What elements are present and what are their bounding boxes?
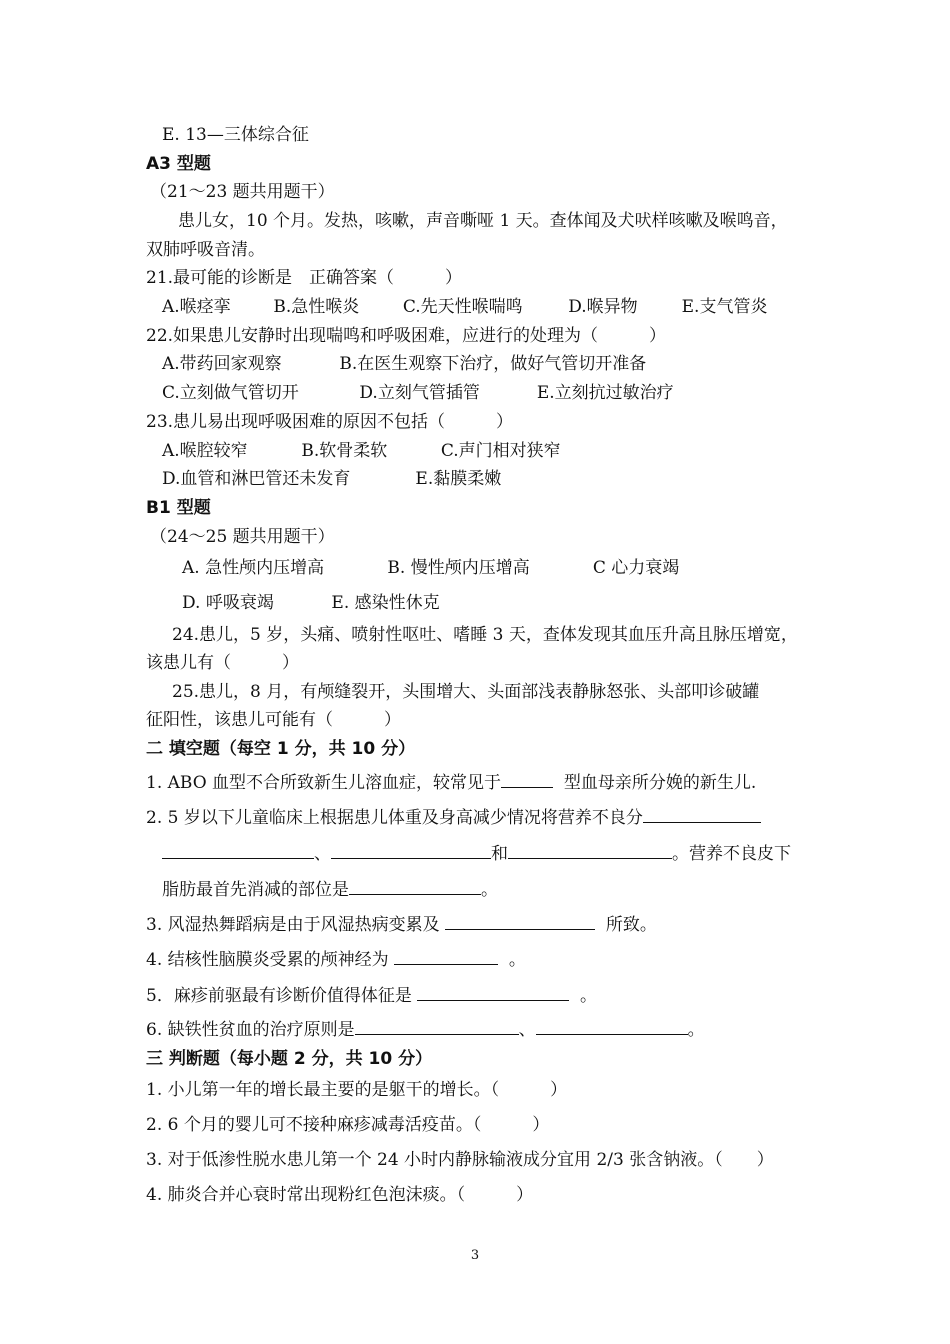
option: A.喉痉挛	[162, 297, 231, 317]
b1-options-row2	[182, 592, 440, 614]
question-21: 21.最可能的诊断是 正确答案（ ）	[146, 268, 463, 288]
question-22-options-row1	[162, 353, 646, 375]
option: A.带药回家观察	[162, 354, 282, 374]
question-25-line2: 征阳性，该患儿可能有（ ）	[146, 710, 401, 730]
fill-text: 。	[580, 986, 598, 1006]
fill-separator: 、	[518, 1020, 536, 1040]
option: A.喉腔较窄	[162, 441, 248, 461]
option: D.喉异物	[568, 297, 638, 317]
case-stem-line1: 患儿女，10 个月。发热，咳嗽，声音嘶哑 1 天。查体闻及犬吠样咳嗽及喉鸣音，	[178, 211, 788, 231]
option-e-line: E. 13—三体综合征	[162, 125, 309, 145]
fill-text: 1. ABO 血型不合所致新生儿溶血症，较常见于	[146, 773, 502, 793]
fill-text: 6. 缺铁性贫血的治疗原则是	[146, 1020, 355, 1040]
option: D.立刻气管插管	[359, 383, 480, 403]
question-25-line1: 25.患儿，8 月，有颅缝裂开，头围增大、头面部浅表静脉怒张、头部叩诊破罐	[172, 682, 760, 702]
fill-text: 5．麻疹前驱最有诊断价值得体征是	[146, 986, 412, 1006]
fill-question-6	[146, 1018, 705, 1041]
option: C.声门相对狭窄	[440, 441, 561, 461]
b1-note: （24～25 题共用题干）	[150, 527, 335, 547]
judge-question-1: 1. 小儿第一年的增长最主要的是躯干的增长。（ ）	[146, 1080, 568, 1100]
option: E.黏膜柔嫩	[415, 469, 502, 489]
fill-separator: 、	[314, 844, 331, 864]
question-23-options-row2	[162, 468, 501, 490]
question-22-options-row2	[162, 382, 674, 404]
option: E.立刻抗过敏治疗	[536, 383, 674, 403]
fill-question-2-line3	[162, 878, 498, 901]
judge-question-4: 4. 肺炎合并心衰时常出现粉红色泡沫痰。（ ）	[146, 1185, 534, 1205]
option: C 心力衰竭	[592, 558, 680, 578]
answer-blank[interactable]	[536, 1018, 688, 1035]
question-23-options-row1	[162, 440, 561, 462]
b1-options-row1	[182, 557, 679, 579]
question-22: 22.如果患儿安静时出现喘鸣和呼吸困难，应进行的处理为（ ）	[146, 326, 667, 346]
fill-question-2-line1	[146, 806, 761, 829]
fill-text: 4. 结核性脑膜炎受累的颅神经为	[146, 950, 389, 970]
question-24-line1: 24.患儿，5 岁，头痛、喷射性呕吐、嗜睡 3 天，查体发现其血压升高且脉压增宽，	[172, 625, 798, 645]
fill-question-4	[146, 948, 526, 971]
a3-note: （21～23 题共用题干）	[150, 182, 335, 202]
fill-text: 。	[508, 950, 526, 970]
answer-blank[interactable]	[394, 948, 498, 965]
option: D.血管和淋巴管还未发育	[162, 469, 351, 489]
option: B.软骨柔软	[301, 441, 388, 461]
option: C.立刻做气管切开	[162, 383, 299, 403]
answer-blank[interactable]	[445, 913, 595, 930]
a3-heading: A3 型题	[146, 154, 211, 174]
answer-blank[interactable]	[331, 842, 491, 859]
answer-blank[interactable]	[508, 842, 672, 859]
answer-blank[interactable]	[417, 984, 569, 1001]
fill-question-5	[146, 984, 597, 1007]
option: B.在医生观察下治疗，做好气管切开准备	[339, 354, 647, 374]
section-3-heading: 三 判断题（每小题 2 分，共 10 分）	[146, 1049, 433, 1069]
option: E.支气管炎	[681, 297, 768, 317]
judge-question-3: 3. 对于低渗性脱水患儿第一个 24 小时内静脉输液成分宜用 2/3 张含钠液。（ ）	[146, 1150, 774, 1170]
page-number: 3	[470, 1248, 480, 1263]
option: B.急性喉炎	[273, 297, 360, 317]
answer-blank[interactable]	[349, 878, 481, 895]
fill-separator: 和	[491, 844, 508, 864]
fill-question-3	[146, 913, 657, 936]
option: E. 感染性休克	[331, 593, 440, 613]
question-23: 23.患儿易出现呼吸困难的原因不包括（ ）	[146, 412, 514, 432]
fill-text: 脂肪最首先消减的部位是	[162, 880, 349, 900]
fill-question-2-line2	[162, 842, 791, 865]
option: D. 呼吸衰竭	[182, 593, 274, 613]
section-2-heading: 二 填空题（每空 1 分，共 10 分）	[146, 739, 416, 759]
b1-heading: B1 型题	[146, 498, 211, 518]
question-21-options	[162, 296, 767, 318]
fill-text: 。营养不良皮下	[672, 844, 791, 864]
answer-blank[interactable]	[355, 1018, 519, 1035]
option: B. 慢性颅内压增高	[387, 558, 530, 578]
option: A. 急性颅内压增高	[182, 558, 325, 578]
answer-blank[interactable]	[501, 771, 553, 788]
case-stem-line2: 双肺呼吸音清。	[146, 240, 265, 260]
fill-text: 。	[481, 880, 498, 900]
question-24-line2: 该患儿有（ ）	[146, 653, 299, 673]
fill-text: 2. 5 岁以下儿童临床上根据患儿体重及身高减少情况将营养不良分	[146, 808, 643, 828]
option: C.先天性喉喘鸣	[402, 297, 523, 317]
fill-text: 3. 风湿热舞蹈病是由于风湿热病变累及	[146, 915, 440, 935]
fill-text: 型血母亲所分娩的新生儿.	[563, 773, 757, 793]
fill-text: 。	[687, 1020, 705, 1040]
fill-text: 所致。	[605, 915, 657, 935]
fill-question-1	[146, 771, 756, 794]
judge-question-2: 2. 6 个月的婴儿可不接种麻疹减毒活疫苗。（ ）	[146, 1115, 550, 1135]
answer-blank[interactable]	[643, 806, 761, 823]
answer-blank[interactable]	[162, 842, 314, 859]
